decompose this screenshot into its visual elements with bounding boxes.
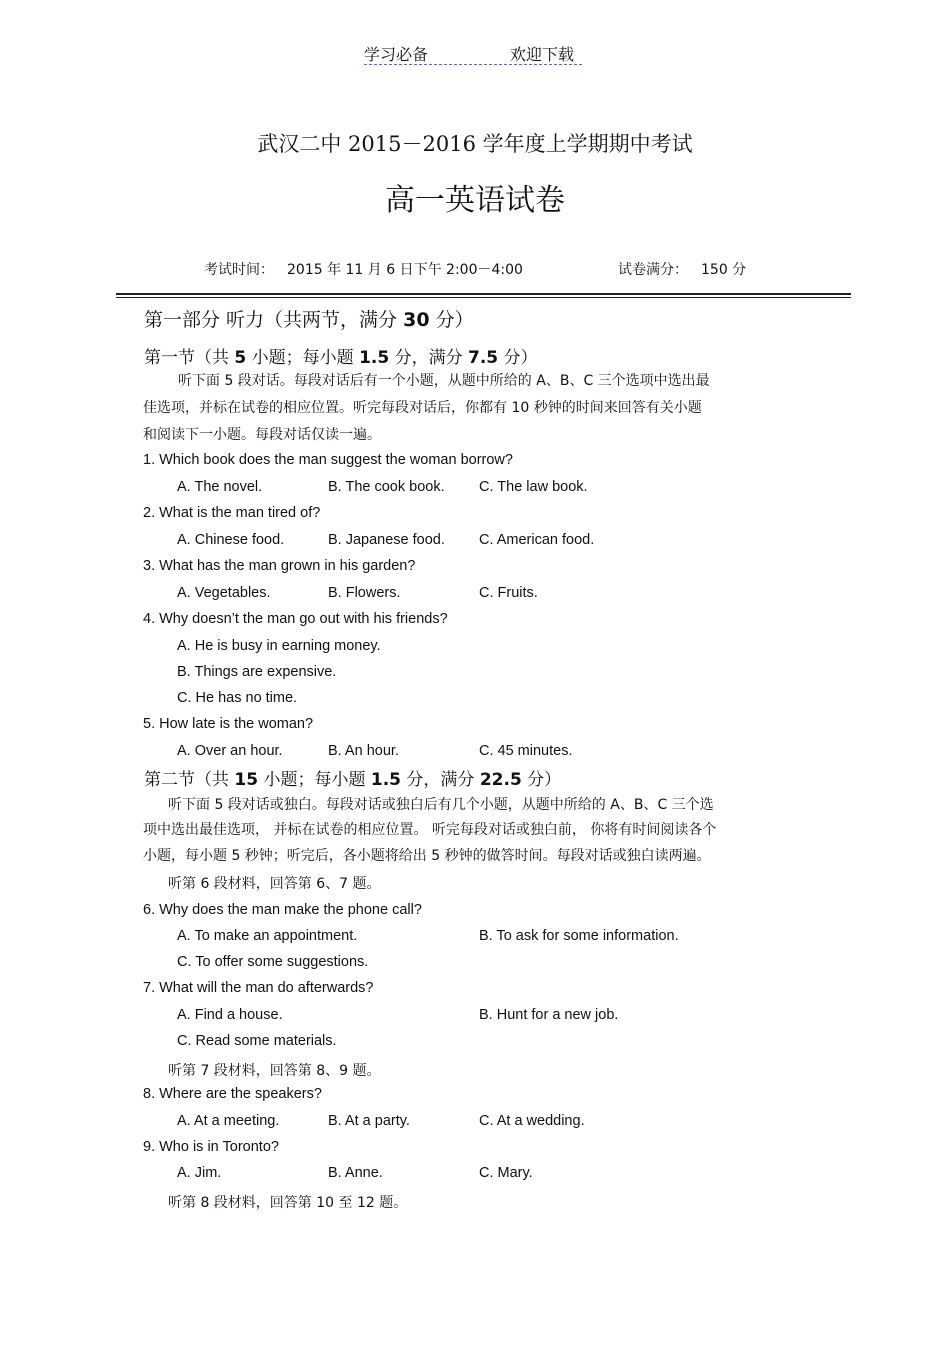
q7-option-c: C. Read some materials.: [177, 1033, 337, 1049]
full-score-label: 试卷满分：: [618, 262, 688, 278]
q3-option-a: A. Vegetables.: [177, 585, 271, 601]
material-8-note: 听第 8 段材料，回答第 10 至 12 题。: [168, 1195, 408, 1211]
q1-option-b: B. The cook book.: [328, 479, 445, 495]
q7-option-a: A. Find a house.: [177, 1007, 283, 1023]
q7-option-b: B. Hunt for a new job.: [479, 1007, 619, 1023]
q1-option-a: A. The novel.: [177, 479, 263, 495]
q1-option-c: C. The law book.: [479, 479, 588, 495]
q3-option-b: B. Flowers.: [328, 585, 401, 601]
q6-option-b: B. To ask for some information.: [479, 928, 679, 944]
q4-option-b: B. Things are expensive.: [177, 664, 337, 680]
question-8: 8. Where are the speakers?: [143, 1086, 322, 1102]
section1-instructions-line2: 佳选项，并标在试卷的相应位置。听完每段对话后，你都有 10 秒钟的时间来回答有关小题: [143, 400, 702, 416]
section1-instructions-line3: 和阅读下一小题。每段对话仅读一遍。: [143, 427, 381, 443]
question-2: 2. What is the man tired of?: [143, 505, 321, 521]
exam-time-value: 2015 年 11 月 6 日下午 2:00－4:00: [287, 262, 523, 278]
q6-option-c: C. To offer some suggestions.: [177, 954, 369, 970]
q9-option-c: C. Mary.: [479, 1165, 533, 1181]
q8-option-c: C. At a wedding.: [479, 1113, 585, 1129]
q2-option-a: A. Chinese food.: [177, 532, 285, 548]
header-left-text: 学习必备: [364, 45, 429, 64]
title-rule-thin: [116, 297, 851, 298]
material-7-note: 听第 7 段材料，回答第 8、9 题。: [168, 1063, 381, 1079]
q9-option-a: A. Jim.: [177, 1165, 222, 1181]
q5-option-b: B. An hour.: [328, 743, 399, 759]
q2-option-b: B. Japanese food.: [328, 532, 445, 548]
q5-option-a: A. Over an hour.: [177, 743, 283, 759]
q3-option-c: C. Fruits.: [479, 585, 538, 601]
title-rule-thick: [116, 293, 851, 295]
question-6: 6. Why does the man make the phone call?: [143, 902, 422, 918]
q6-option-a: A. To make an appointment.: [177, 928, 358, 944]
q4-option-a: A. He is busy in earning money.: [177, 638, 381, 654]
part1-heading: 第一部分 听力（共两节，满分 30 分）: [144, 309, 474, 331]
q8-option-b: B. At a party.: [328, 1113, 410, 1129]
section2-instructions-line3: 小题，每小题 5 秒钟；听完后，各小题将给出 5 秒钟的做答时间。每段对话或独白读两遍。: [143, 848, 711, 864]
section2-heading: 第二节（共 15 小题；每小题 1.5 分，满分 22.5 分）: [144, 770, 562, 790]
question-7: 7. What will the man do afterwards?: [143, 980, 374, 996]
question-5: 5. How late is the woman?: [143, 716, 314, 732]
full-score-value: 150 分: [701, 262, 747, 278]
q9-option-b: B. Anne.: [328, 1165, 383, 1181]
question-1: 1. Which book does the man suggest the woman borrow?: [143, 452, 513, 468]
q8-option-a: A. At a meeting.: [177, 1113, 280, 1129]
material-6-note: 听第 6 段材料，回答第 6、7 题。: [168, 876, 381, 892]
section1-instructions-line1: 听下面 5 段对话。每段对话后有一个小题，从题中所给的 A、B、C 三个选项中选出最: [178, 373, 710, 389]
q5-option-c: C. 45 minutes.: [479, 743, 573, 759]
section1-heading: 第一节（共 5 小题；每小题 1.5 分，满分 7.5 分）: [144, 348, 538, 368]
exam-time-label: 考试时间：: [204, 262, 274, 278]
question-3: 3. What has the man grown in his garden?: [143, 558, 416, 574]
question-4: 4. Why doesn’t the man go out with his friends?: [143, 611, 448, 627]
section2-instructions-line1: 听下面 5 段对话或独白。每段对话或独白后有几个小题，从题中所给的 A、B、C 三个选: [168, 797, 714, 813]
question-9: 9. Who is in Toronto?: [143, 1139, 279, 1155]
paper-title: 高一英语试卷: [385, 183, 565, 218]
exam-title: 武汉二中 2015－2016 学年度上学期期中考试: [257, 132, 693, 156]
section2-instructions-line2: 项中选出最佳选项， 并标在试卷的相应位置。 听完每段对话或独白前， 你将有时间阅读各个: [143, 822, 717, 838]
header-dashed-rule: [364, 64, 582, 65]
q4-option-c: C. He has no time.: [177, 690, 298, 706]
header-right-text: 欢迎下载: [510, 45, 575, 64]
q2-option-c: C. American food.: [479, 532, 595, 548]
